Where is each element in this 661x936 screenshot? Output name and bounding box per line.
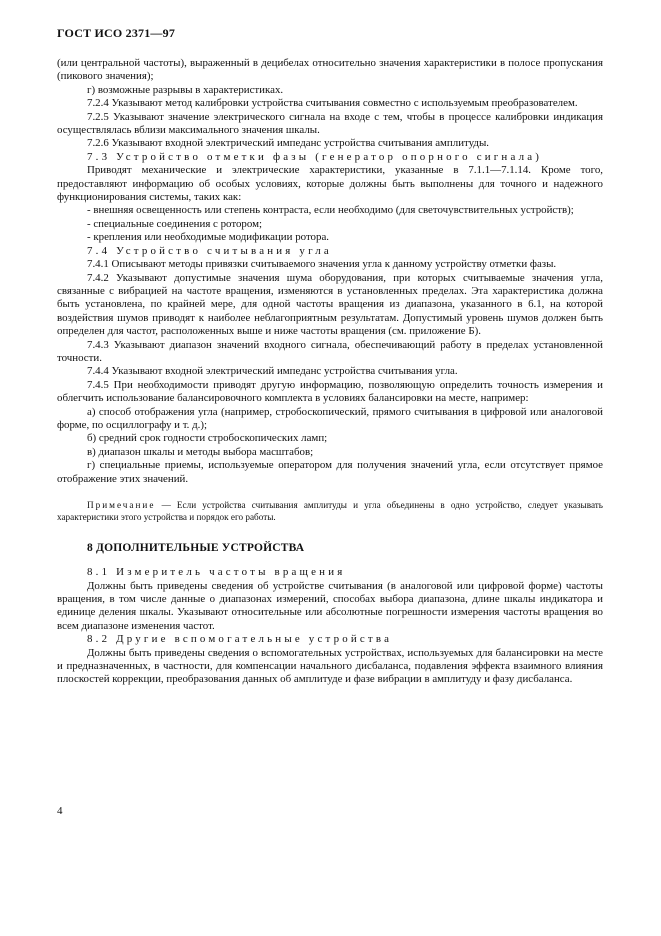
list-item: б) средний срок годности стробоскопических ламп; <box>87 432 328 445</box>
section-title: 8 ДОПОЛНИТЕЛЬНЫЕ УСТРОЙСТВА <box>87 542 305 555</box>
section-body <box>57 566 603 687</box>
document-page <box>57 26 603 687</box>
paragraph: Приводят механические и электрические характеристики, указанные в 7.1.1—7.1.14. Кроме того, предоставляют информацию об особых условиях, которые должны быть выполнены для точного и надежного функционирования системы, таких как: <box>57 164 603 204</box>
list-item: в) диапазон шкалы и методы выбора масштабов; <box>87 445 314 458</box>
list-item: - крепления или необходимые модификации ротора. <box>87 231 330 244</box>
paragraph: 7.2.5 Указывают значение электрического сигнала на входе с тем, чтобы в процессе калибровки индикация осуществлялась вблизи максимального значения шкалы. <box>57 110 603 137</box>
paragraph: 7.4.4 Указывают входной электрический импеданс устройства считывания угла. <box>87 365 458 378</box>
note-text: — Если устройства считывания амплитуды и угла объединены в одно устройство, следует указывать характеристики этого устройства и порядок его работы. <box>57 500 603 522</box>
paragraph: 7.4.1 Описывают методы привязки считываемого значения угла к данному устройству отметки фазы. <box>87 258 557 271</box>
page-header: ГОСТ ИСО 2371—97 <box>57 26 176 40</box>
paragraph: Должны быть приведены сведения о вспомогательных устройствах, используемых для балансировки на месте и предназначенных, в частности, для компенсации начального дисбаланса, подавления эффекта взаимного влияния плоскостей коррекции, преобразования данных об амплитуде и фазе вибрации в амплитуду и фазу дисбаланса. <box>57 646 603 686</box>
subsection-title: 8.1 Измеритель частоты вращения <box>87 566 346 579</box>
note <box>57 500 603 523</box>
list-item: - специальные соединения с ротором; <box>87 217 263 230</box>
paragraph: 7.4.2 Указывают допустимые значения шума оборудования, при которых считываемые значения угла, связанные с вибрацией на частоте вращения, изменяются в установленных пределах. Эта характеристика должна быть установлена, по крайней мере, для одной частоты вращения из диапазона, указанного в 6.1, на которой воздействия шумов приводят к наиболее неблагоприятным результатам. Допустимый уровень шумов должен быть определен для частот, расположенных выше и ниже частоты вращения (см. приложение Б). <box>57 271 603 338</box>
paragraph: 7.2.4 Указывают метод калибровки устройства считывания совместно с используемым преобразователем. <box>87 97 578 110</box>
page-number: 4 <box>57 805 63 817</box>
list-item: - внешняя освещенность или степень контраста, если необходимо (для светочувствительных устройств); <box>87 204 574 217</box>
list-item: г) специальные приемы, используемые оператором для получения значений угла, если отсутствует прямое отображение этих значений. <box>57 459 603 485</box>
paragraph: г) возможные разрывы в характеристиках. <box>87 83 284 96</box>
subsection-title: 7.3 Устройство отметки фазы (генератор опорного сигнала) <box>87 150 543 163</box>
body-text <box>57 57 603 486</box>
list-item: а) способ отображения угла (например, стробоскопический, прямого считывания в цифровой или аналоговой форме, по осциллографу и т. д.); <box>57 405 603 431</box>
paragraph: 7.2.6 Указывают входной электрический импеданс устройства считывания амплитуды. <box>87 137 489 150</box>
subsection-title: 7.4 Устройство считывания угла <box>87 244 332 257</box>
paragraph: 7.4.3 Указывают диапазон значений входного сигнала, обеспечивающий работу в пределах установленной точности. <box>57 338 603 364</box>
note-label: Примечание <box>87 500 156 510</box>
paragraph: 7.4.5 При необходимости приводят другую информацию, позволяющую определить точность измерения и облегчить использование балансировочного комплекта в условиях балансировки на месте, например: <box>57 378 603 405</box>
paragraph: Должны быть приведены сведения об устройстве считывания (в аналоговой или цифровой форме) частоты вращения, в том числе данные о диапазонах измерений, способах выбора диапазона, длине шкалы индикатора и единице деления шкалы. Указывают относительные или абсолютные погрешности измерения частоты вращения во всем диапазоне изменения частот. <box>57 579 603 632</box>
subsection-title: 8.2 Другие вспомогательные устройства <box>87 633 393 646</box>
paragraph: (или центральной частоты), выраженный в децибелах относительно значения характеристики в полосе пропускания (пикового значения); <box>57 57 603 83</box>
